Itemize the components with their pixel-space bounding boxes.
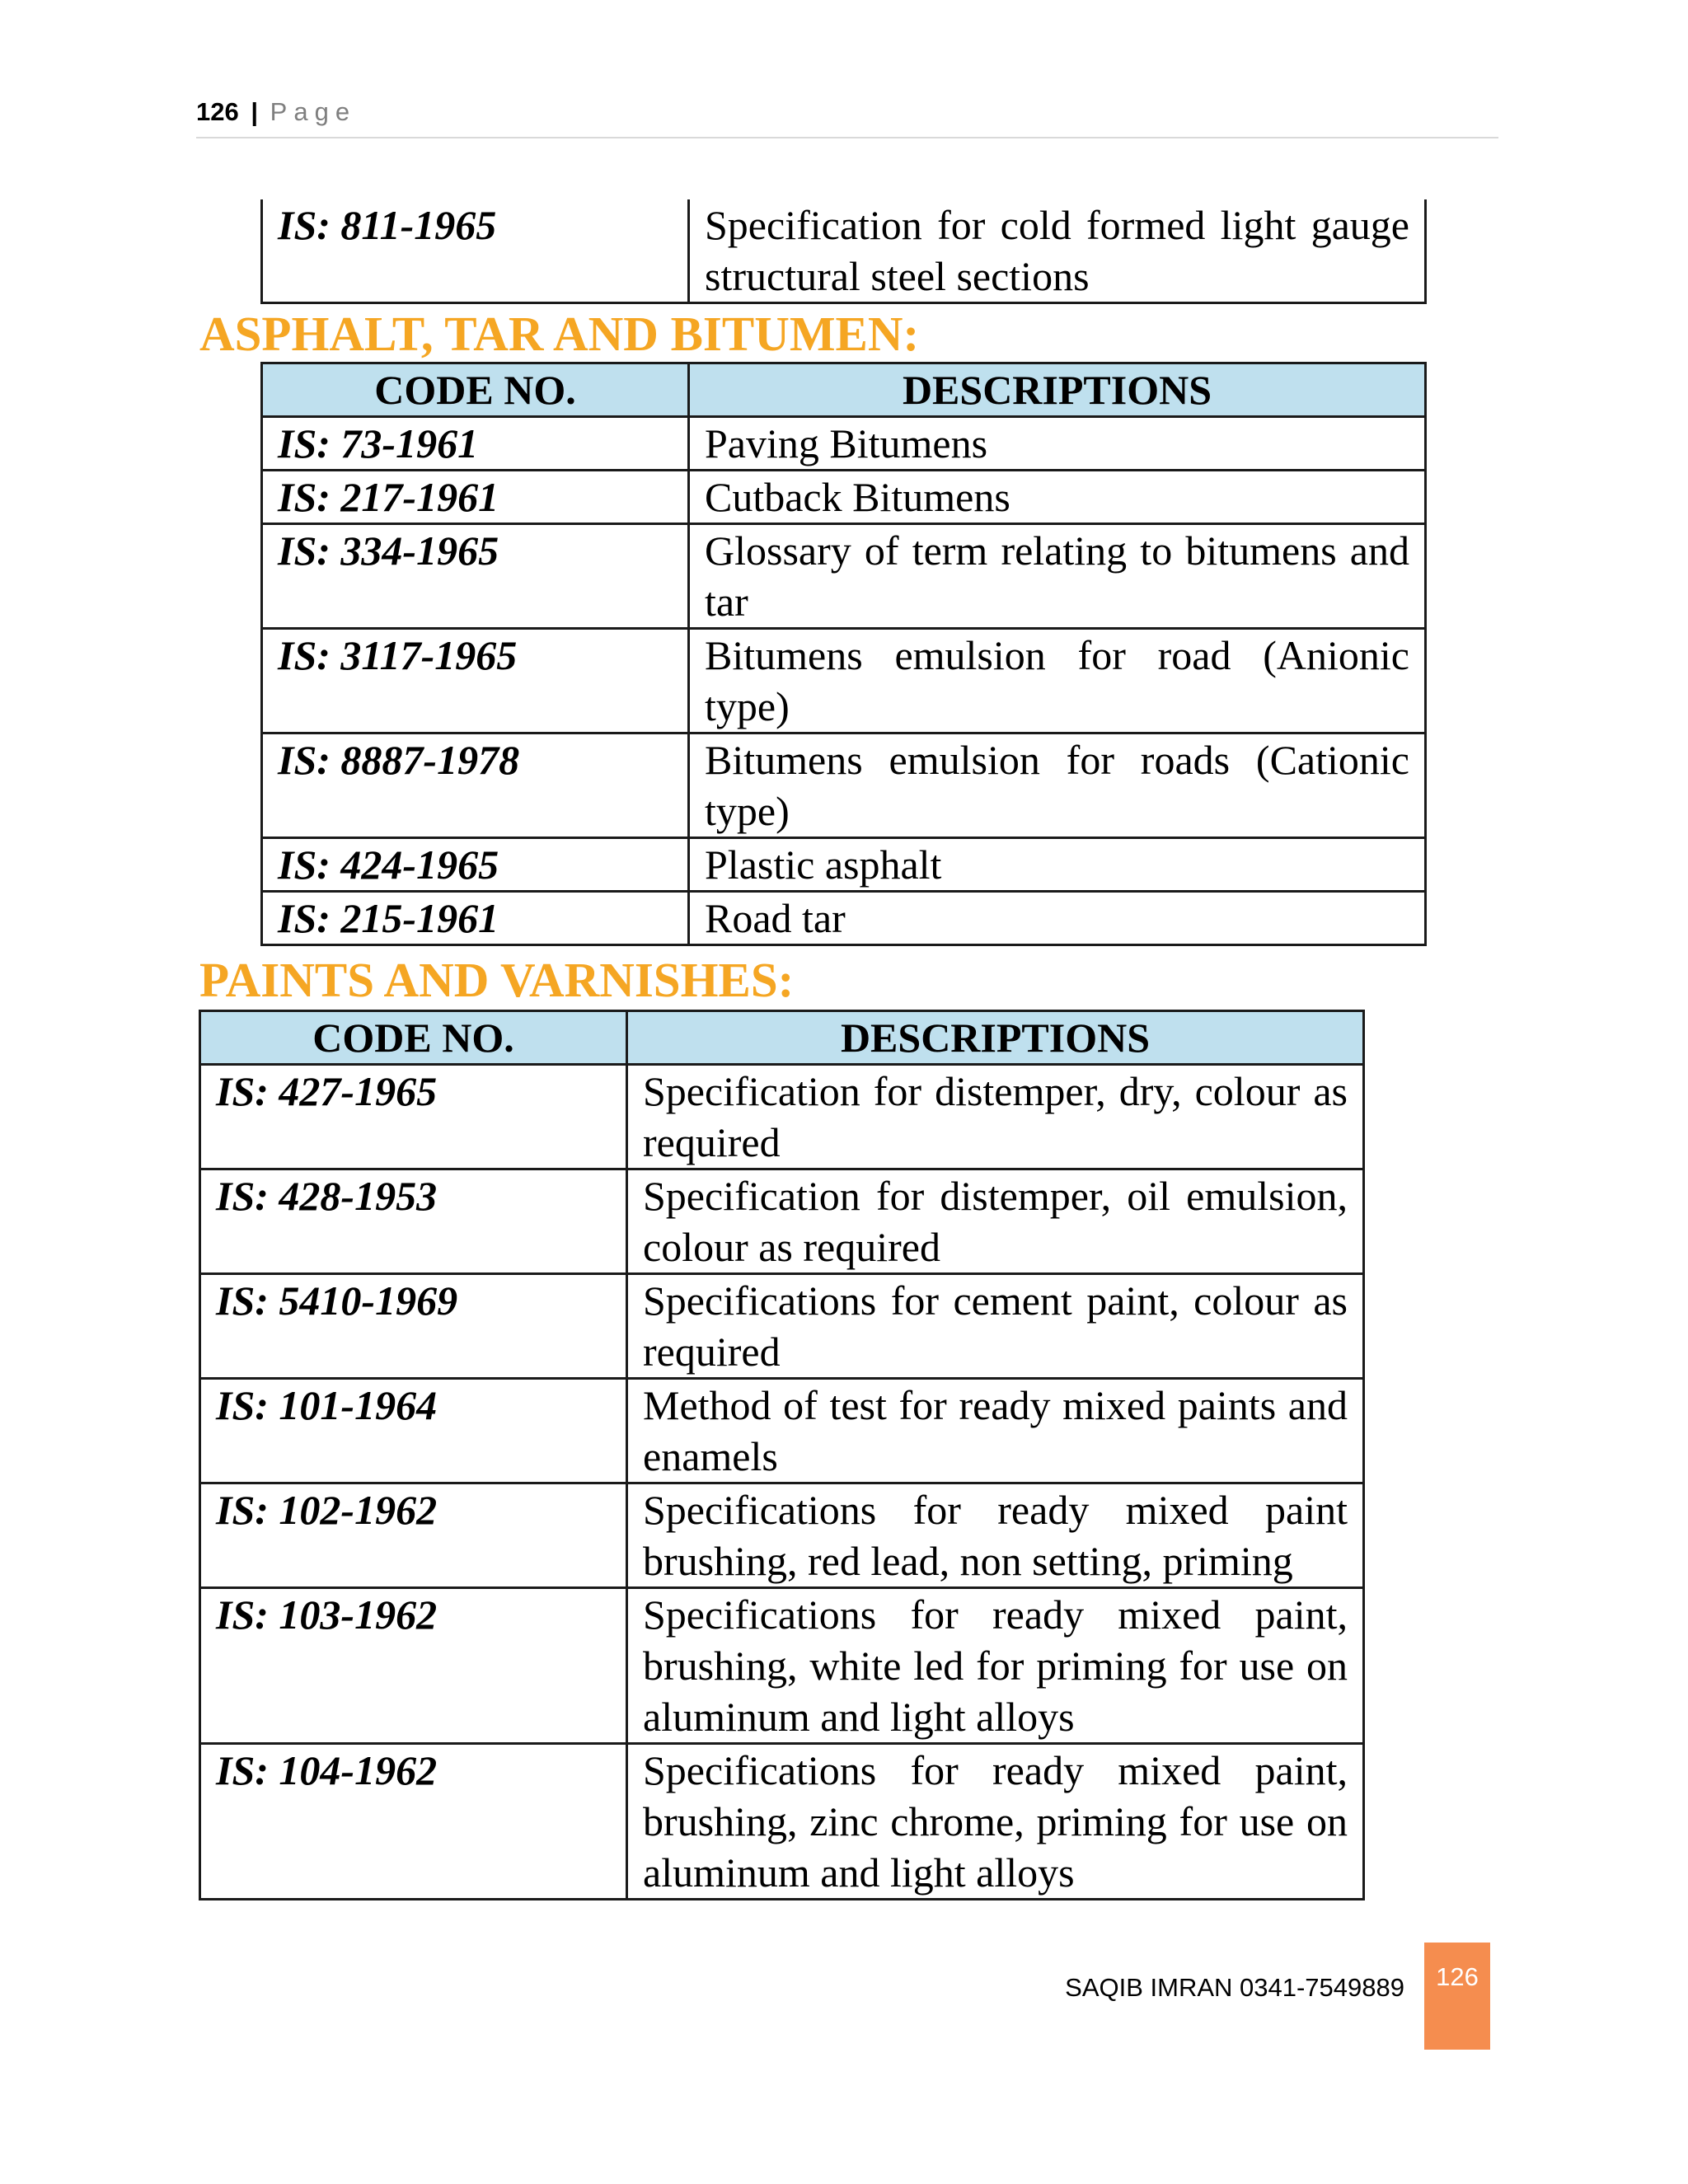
- description-cell: Plastic asphalt: [689, 838, 1426, 892]
- description-cell: Bitumens emulsion for road (Anionic type): [689, 629, 1426, 733]
- code-cell: IS: 101-1964: [200, 1379, 627, 1483]
- paints-table: [199, 1010, 1365, 1900]
- table-header-row: [200, 1011, 1364, 1065]
- table-row: [200, 1169, 1364, 1274]
- table-row: [262, 199, 1426, 303]
- code-cell: IS: 334-1965: [262, 524, 689, 629]
- asphalt-table: [260, 362, 1427, 946]
- table-header-row: [262, 363, 1426, 417]
- description-cell: Specification for cold formed light gauge structural steel sections: [689, 199, 1426, 303]
- description-cell: Specifications for ready mixed paint, brushing, white led for priming for use on aluminum and light alloys: [627, 1588, 1364, 1744]
- table-row: [262, 733, 1426, 838]
- description-cell: Specification for distemper, oil emulsion, colour as required: [627, 1169, 1364, 1274]
- code-cell: IS: 8887-1978: [262, 733, 689, 838]
- description-cell: Specifications for ready mixed paint, brushing, zinc chrome, priming for use on aluminum and light alloys: [627, 1744, 1364, 1900]
- asphalt-heading: ASPHALT, TAR AND BITUMEN:: [199, 307, 920, 361]
- description-cell: Paving Bitumens: [689, 417, 1426, 471]
- description-cell: Specifications for cement paint, colour as required: [627, 1274, 1364, 1379]
- continued-table-body: [262, 199, 1426, 303]
- table-row: [262, 629, 1426, 733]
- paints-table-body: [200, 1065, 1364, 1900]
- description-cell: Method of test for ready mixed paints and enamels: [627, 1379, 1364, 1483]
- code-cell: IS: 103-1962: [200, 1588, 627, 1744]
- footer-page-number: 126: [1424, 1943, 1490, 2050]
- description-cell: Cutback Bitumens: [689, 471, 1426, 524]
- page-header: [196, 97, 1498, 138]
- code-cell: IS: 811-1965: [262, 199, 689, 303]
- column-header-descriptions: DESCRIPTIONS: [627, 1011, 1364, 1065]
- table-row: [200, 1274, 1364, 1379]
- table-row: [262, 471, 1426, 524]
- table-row: [262, 892, 1426, 945]
- code-cell: IS: 5410-1969: [200, 1274, 627, 1379]
- table-row: [200, 1065, 1364, 1169]
- code-cell: IS: 102-1962: [200, 1483, 627, 1588]
- continued-table: [260, 199, 1427, 304]
- header-separator: |: [251, 97, 259, 126]
- column-header-code: CODE NO.: [200, 1011, 627, 1065]
- code-cell: IS: 104-1962: [200, 1744, 627, 1900]
- code-cell: IS: 428-1953: [200, 1169, 627, 1274]
- description-cell: Specifications for ready mixed paint brushing, red lead, non setting, priming: [627, 1483, 1364, 1588]
- table-row: [200, 1483, 1364, 1588]
- asphalt-table-body: [262, 417, 1426, 945]
- table-row: [262, 524, 1426, 629]
- table-row: [262, 838, 1426, 892]
- paints-heading: PAINTS AND VARNISHES:: [199, 953, 795, 1007]
- code-cell: IS: 3117-1965: [262, 629, 689, 733]
- description-cell: Road tar: [689, 892, 1426, 945]
- description-cell: Glossary of term relating to bitumens and tar: [689, 524, 1426, 629]
- code-cell: IS: 215-1961: [262, 892, 689, 945]
- code-cell: IS: 424-1965: [262, 838, 689, 892]
- column-header-code: CODE NO.: [262, 363, 689, 417]
- page-number: 126: [196, 97, 239, 126]
- code-cell: IS: 217-1961: [262, 471, 689, 524]
- table-row: [200, 1379, 1364, 1483]
- column-header-descriptions: DESCRIPTIONS: [689, 363, 1426, 417]
- table-row: [200, 1588, 1364, 1744]
- page-word: Page: [270, 97, 357, 126]
- description-cell: Bitumens emulsion for roads (Cationic type): [689, 733, 1426, 838]
- table-row: [262, 417, 1426, 471]
- description-cell: Specification for distemper, dry, colour as required: [627, 1065, 1364, 1169]
- table-row: [200, 1744, 1364, 1900]
- code-cell: IS: 73-1961: [262, 417, 689, 471]
- footer-author: SAQIB IMRAN 0341-7549889: [1065, 1973, 1404, 2002]
- code-cell: IS: 427-1965: [200, 1065, 627, 1169]
